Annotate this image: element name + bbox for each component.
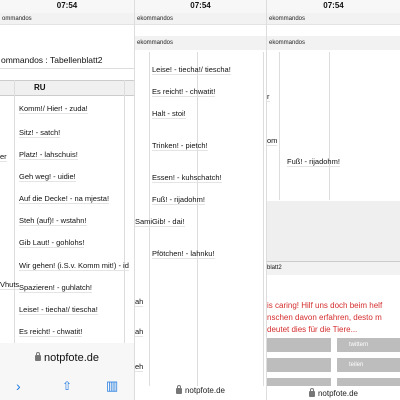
table-row: Es reicht! - chwatit!: [152, 87, 216, 96]
status-time: 07:54: [0, 0, 134, 13]
cta-line: deutet dies für die Tiere...: [267, 325, 358, 334]
cta-line: is caring! Hilf uns doch beim helf: [267, 301, 383, 310]
screenshot-strip-3: [266, 0, 400, 400]
column-header-ru: RU: [34, 83, 46, 92]
table-row: Fuß! - rijadohm!: [287, 157, 340, 166]
share-button-blank[interactable]: [267, 378, 331, 386]
left-fragment: er: [0, 152, 7, 161]
table-row: Trinken! - pietch!: [152, 141, 208, 150]
screenshot-strip-1: [0, 0, 134, 400]
table-row: Halt - stoi!: [152, 109, 186, 118]
screenshot-strip-2: [134, 0, 266, 400]
table-row: Auf die Decke! - na mjesta!: [19, 194, 110, 203]
grid-line: [124, 80, 125, 343]
share-button-blank[interactable]: [267, 358, 331, 372]
grid-line: [279, 52, 280, 200]
lock-icon: [309, 391, 315, 397]
left-fragment: om: [267, 136, 278, 145]
table-row: Wir gehen! (i.S.v. Komm mit!) - id: [19, 261, 129, 270]
left-fragment: Sami: [135, 217, 153, 226]
table-row: Geh weg! - uidie!: [19, 172, 76, 181]
page-title: ommandos : Tabellenblatt2: [0, 52, 134, 69]
twitter-label: twittern: [349, 342, 369, 348]
left-fragment: Vhuts: [0, 280, 20, 289]
call-to-action-text: [267, 300, 400, 336]
blank-area: [267, 201, 400, 261]
table-row: Komm!/ Hier! - zuda!: [19, 104, 88, 113]
table-row: Steh (auf)! - wstahn!: [19, 216, 87, 225]
share-label: teilen: [349, 362, 364, 368]
share-button-blank[interactable]: [337, 378, 400, 386]
share-icon[interactable]: ⇧: [62, 379, 73, 393]
lock-icon: [176, 388, 182, 394]
share-button-blank[interactable]: [267, 338, 331, 352]
left-fragment: eh: [135, 362, 144, 371]
left-fragment: ah: [135, 327, 144, 336]
table-row: Leise! - tiecha!/ tiescha!: [19, 305, 98, 314]
grid-line: [263, 52, 264, 386]
bookmarks-icon[interactable]: ▥: [106, 378, 119, 393]
table-row: Spazieren! - guhlatch!: [19, 283, 92, 292]
table-row: Pfötchen! - lahnku!: [152, 249, 215, 258]
tab-title[interactable]: ekommandos: [267, 36, 400, 50]
table-row: Gib Laut! - gohlohs!: [19, 238, 85, 247]
status-time: 07:54: [267, 0, 400, 13]
lock-icon: [35, 355, 41, 361]
table-header-row: [0, 80, 134, 96]
cta-line: nschen davon erfahren, desto m: [267, 313, 382, 322]
grid-line: [14, 80, 15, 343]
url-text: notpfote.de: [184, 386, 226, 395]
table-row: Gib! - dai!: [152, 217, 185, 226]
grid-line: [197, 52, 198, 386]
tab-title[interactable]: ekommandos: [135, 36, 266, 50]
address-bar[interactable]: [0, 343, 134, 373]
left-fragment: ah: [135, 297, 144, 306]
status-time: 07:54: [135, 0, 266, 13]
tab-title[interactable]: ekommandos: [267, 13, 400, 25]
address-bar[interactable]: [135, 386, 266, 395]
table-row: Sitz! - satch!: [19, 128, 61, 137]
browser-toolbar: [0, 373, 134, 400]
table-row: Platz! - lahschuis!: [19, 150, 78, 159]
forward-icon[interactable]: ›: [16, 378, 21, 394]
table-row: Leise! - tiecha!/ tiescha!: [152, 65, 231, 74]
twitter-button[interactable]: [337, 338, 400, 352]
table-row: Fuß! - rijadohm!: [152, 195, 205, 204]
left-fragment: r: [267, 92, 270, 101]
table-row: Essen! - kuhschatch!: [152, 173, 222, 182]
url-text: notpfote.de: [43, 352, 100, 364]
tab-title[interactable]: ekommandos: [135, 13, 266, 25]
url-text: notpfote.de: [317, 389, 359, 398]
sheet-tab[interactable]: blatt2: [267, 261, 400, 275]
facebook-share-button[interactable]: [337, 358, 400, 372]
table-row: Es reicht! - chwatit!: [19, 327, 83, 336]
grid-line: [329, 52, 330, 200]
tab-title[interactable]: ommandos: [0, 13, 134, 25]
address-bar[interactable]: [267, 389, 400, 398]
